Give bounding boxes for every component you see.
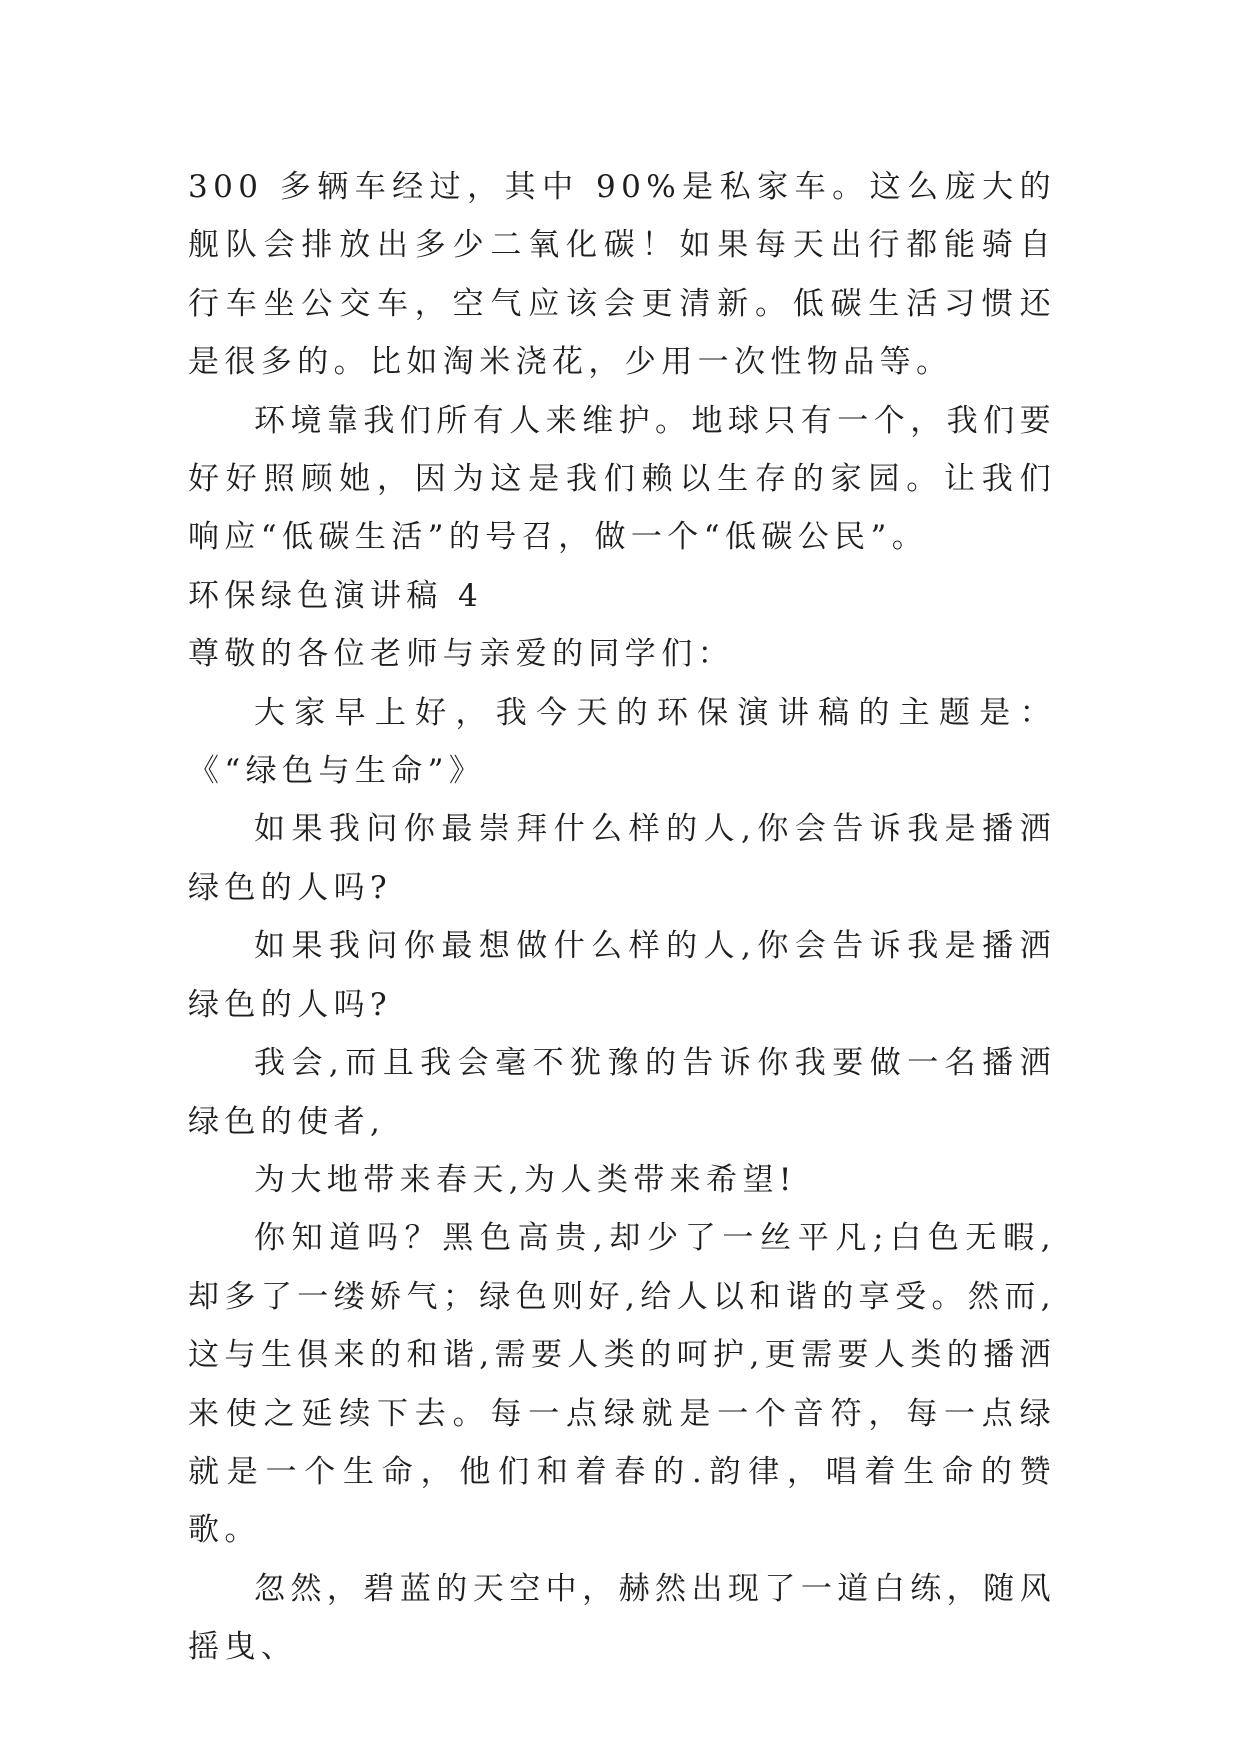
paragraph-colors: 你知道吗？黑色高贵,却少了一丝平凡;白色无暇,却多了一缕娇气；绿色则好,给人以和谐的享受。然而,这与生俱来的和谐,需要人类的呵护,更需要人类的播洒来使之延续下去。每一点绿就是一个音符，每一点绿就是一个生命，他们和着春的.韵律，唱着生命的赞歌。: [188, 1220, 1056, 1549]
paragraph-car-emissions: 300 多辆车经过，其中 90%是私家车。这么庞大的舰队会排放出多少二氧化碳！如果每天出行都能骑自行车坐公交车，空气应该会更清新。低碳生活习惯还是很多的。比如淘米浇花，少用一次性物品等。: [188, 169, 1056, 381]
paragraph-bring-spring: 为大地带来春天,为人类带来希望!: [254, 1161, 797, 1198]
section-heading: 环保绿色演讲稿 4: [188, 577, 484, 614]
paragraph-question-admire: 如果我问你最崇拜什么样的人,你会告诉我是播洒绿色的人吗?: [188, 811, 1056, 906]
paragraph-green-messenger: 我会,而且我会毫不犹豫的告诉你我要做一名播洒绿色的使者,: [188, 1045, 1056, 1140]
salutation: 尊敬的各位老师与亲爱的同学们：: [188, 636, 734, 673]
paragraph-question-become: 如果我问你最想做什么样的人,你会告诉我是播洒绿色的人吗?: [188, 928, 1056, 1023]
paragraph-protect-environment: 环境靠我们所有人来维护。地球只有一个，我们要好好照顾她，因为这是我们赖以生存的家园。让我们响应“低碳生活”的号召，做一个“低碳公民”。: [188, 402, 1056, 556]
document-body: [188, 158, 1056, 1677]
paragraph-white-ribbon: 忽然，碧蓝的天空中，赫然出现了一道白练，随风摇曳、: [188, 1570, 1056, 1666]
paragraph-speech-topic: 大家早上好，我今天的环保演讲稿的主题是：《“绿色与生命”》: [188, 694, 1056, 790]
